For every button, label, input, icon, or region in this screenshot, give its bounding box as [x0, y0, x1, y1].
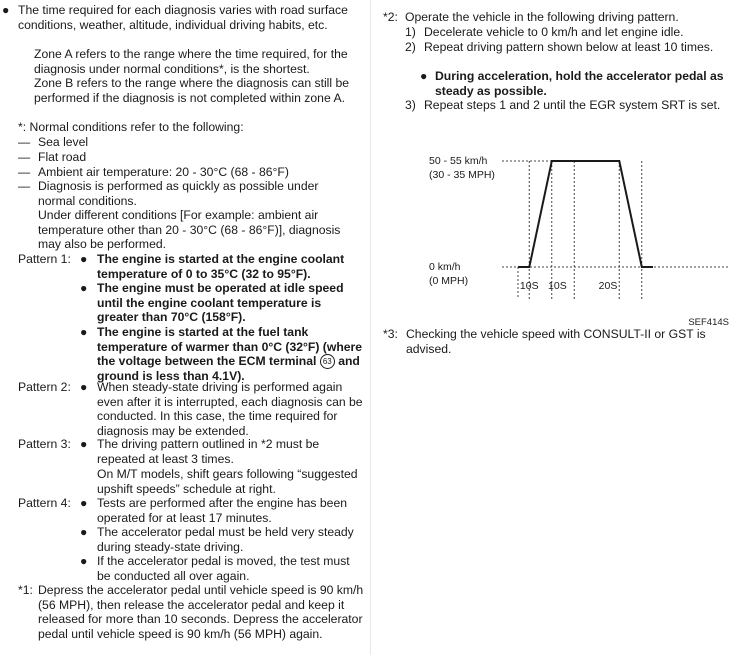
bullet-icon: ● [80, 252, 88, 266]
step-3-number: 3) [405, 98, 416, 112]
pattern-1-bullet-2-text: The engine must be operated at idle speed until the engine coolant temperature is greater than 70°C (158°F). [97, 281, 344, 325]
pattern-4-bullet-3 [80, 554, 365, 583]
dash-icon: — [18, 135, 31, 149]
driving-pattern-chart [420, 150, 740, 335]
y-axis-label-2: 0 km/h [429, 261, 461, 273]
dash-icon: — [18, 165, 31, 179]
step-2-bold-bullet [420, 69, 745, 98]
pattern-1-label: Pattern 1: [18, 252, 71, 266]
intro-bullet-item [2, 3, 364, 32]
pattern-4-bullet-3-text: If the accelerator pedal is moved, the test must be conducted all over again. [97, 554, 350, 583]
pattern-4-label: Pattern 4: [18, 496, 71, 510]
pattern-3-label: Pattern 3: [18, 437, 71, 451]
dash-icon: — [18, 179, 31, 193]
pattern-3-bullet-1 [80, 437, 365, 466]
normal-item-text: Diagnosis is performed as quickly as possible under normal conditions. [38, 179, 319, 208]
intro-bullet-text: The time required for each diagnosis varies with road surface conditions, weather, altitude, individual driving habits, etc. [18, 3, 348, 32]
bullet-icon: ● [2, 3, 10, 17]
pattern-1-bullet-1 [80, 252, 363, 281]
different-conditions-text: Under different conditions [For example: ambient air temperature other than 20 - 30°C (68 - 86°F)], diagnosis may also be performed. [38, 208, 341, 252]
pattern-4-bullet-2 [80, 525, 365, 554]
note-2-text: Operate the vehicle in the following driving pattern. [405, 10, 679, 24]
step-1-number: 1) [405, 25, 416, 39]
normal-item-text: Sea level [38, 135, 89, 149]
terminal-number-badge: 63 [320, 354, 335, 369]
pattern-1-bullet-3 [80, 325, 365, 384]
step-2-text: Repeat driving pattern shown below at least 10 times. [424, 40, 714, 54]
pattern-3-bullet-1-text: The driving pattern outlined in *2 must be repeated at least 3 times. [97, 437, 320, 466]
step-2-number: 2) [405, 40, 416, 54]
note-3-text: Checking the vehicle speed with CONSULT-II or GST is advised. [406, 327, 706, 356]
pattern-1-bullet-2 [80, 281, 363, 325]
dash-icon: — [18, 150, 31, 164]
normal-item-text: Ambient air temperature: 20 - 30°C (68 - 86°F) [38, 165, 289, 179]
x-segment-label-1: 10S [519, 280, 539, 292]
note-2-label: *2: [383, 10, 398, 24]
zone-b-text: Zone B refers to the range where the diagnosis can still be performed if the diagnosis is not completed within zone A. [34, 76, 350, 105]
y-axis-sublabel-1: (30 - 35 MPH) [429, 169, 495, 181]
bullet-icon: ● [80, 496, 88, 510]
pattern-2-label: Pattern 2: [18, 380, 71, 394]
note-3-label: *3: [383, 327, 398, 341]
pattern-4-bullet-2-text: The accelerator pedal must be held very steady during steady-state driving. [97, 525, 354, 554]
bullet-icon: ● [80, 554, 88, 568]
y-axis-label-1: 50 - 55 km/h [429, 155, 488, 167]
normal-item-text: Flat road [38, 150, 87, 164]
bullet-icon: ● [80, 380, 88, 394]
step-2-bold-text: During acceleration, hold the accelerator pedal as steady as possible. [435, 69, 724, 98]
step-3-text: Repeat steps 1 and 2 until the EGR system SRT is set. [424, 98, 721, 112]
x-segment-label-3: 20S [598, 280, 618, 292]
zone-a-text: Zone A refers to the range where the time required, for the diagnosis under normal conditions*, is the shortest. [34, 47, 348, 76]
y-axis-sublabel-2: (0 MPH) [429, 275, 469, 287]
pattern-4-bullet-1 [80, 496, 365, 525]
pattern-2-bullet-1-text: When steady-state driving is performed again even after it is interrupted, each diagnosis can be conducted. In this case, the time required for diagnosis may be extended. [97, 380, 363, 438]
pattern-1-bullet-1-text: The engine is started at the engine coolant temperature of 0 to 35°C (32 to 95°F). [97, 252, 345, 281]
bullet-icon: ● [420, 69, 428, 83]
normal-conditions-header: *: Normal conditions refer to the following: [18, 120, 244, 134]
pattern-2-bullet-1 [80, 380, 365, 438]
chart-labels [429, 155, 617, 292]
bullet-icon: ● [80, 437, 88, 451]
bullet-icon: ● [80, 325, 88, 339]
note-1-text: Depress the accelerator pedal until vehicle speed is 90 km/h (56 MPH), then release the accelerator pedal and keep it released for more than 10 seconds. Depress the accelerator pedal until vehicle speed is 90 km/h (56 MPH) again. [38, 583, 364, 641]
figure-code: SEF414S [688, 317, 729, 328]
bullet-icon: ● [80, 281, 88, 295]
step-1-text: Decelerate vehicle to 0 km/h and let engine idle. [424, 25, 684, 39]
x-segment-label-2: 10S [548, 280, 567, 292]
speed-profile-line [518, 161, 653, 267]
pattern-4-bullet-1-text: Tests are performed after the engine has been operated for at least 17 minutes. [97, 496, 347, 525]
bullet-icon: ● [80, 525, 88, 539]
pattern-1-bullet-3-end: and ground is less than 4.1V). [97, 354, 360, 384]
pattern-3-mt-text: On M/T models, shift gears following “suggested upshift speeds” schedule at right. [97, 467, 358, 496]
pattern-1-bullet-3-text: The engine is started at the fuel tank temperature of warmer than 0°C (32°F) (where the voltage between the ECM terminal [97, 325, 363, 369]
note-1-label: *1: [18, 583, 33, 597]
column-divider [370, 0, 371, 655]
